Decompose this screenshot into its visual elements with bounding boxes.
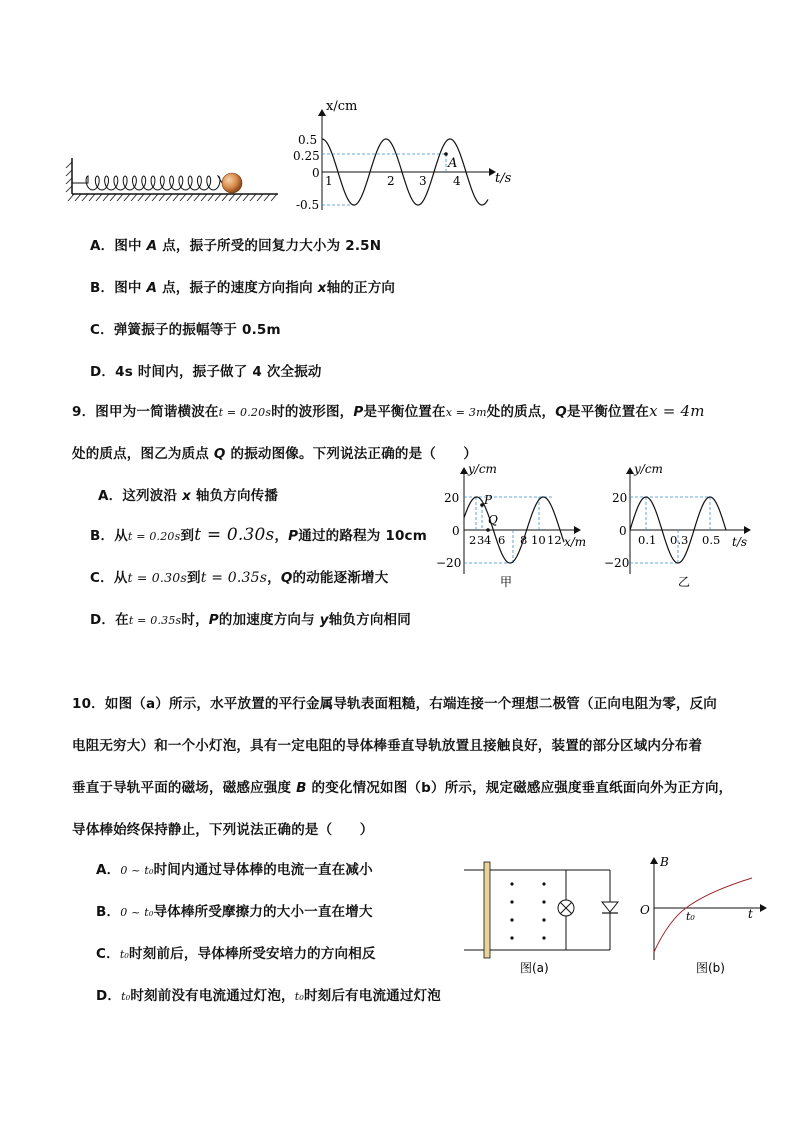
q9-option-b[interactable]: B．从t = 0.20s到t = 0.30s，P通过的路程为 10cm [90, 525, 428, 545]
q8-option-b[interactable]: B．图中 A 点，振子的速度方向指向 x轴的正方向 [90, 280, 396, 296]
t-tick-2: 2 [387, 174, 395, 188]
jia-y-label: y/cm [468, 462, 497, 476]
lamp-icon [558, 900, 574, 916]
jia-x-tick-3: 3 [477, 533, 485, 547]
t-axis-label-b: t [748, 907, 753, 921]
yi-y-tick-neg20: −20 [604, 556, 630, 570]
q10-option-c[interactable]: C．t₀时刻前后，导体棒所受安培力的方向相反 [96, 946, 376, 962]
yi-y-label: y/cm [634, 462, 663, 476]
y-tick-0.5: 0.5 [298, 133, 318, 147]
t-tick-1: 1 [325, 174, 333, 188]
yi-x-label: t/s [732, 535, 748, 549]
q10-stem-line3: 垂直于导轨平面的磁场，磁感应强度 B 的变化情况如图（b）所示，规定磁感应强度垂直纸面向外为正方向， [72, 780, 733, 796]
b-curve [654, 878, 752, 952]
displacement-time-graph [290, 98, 520, 216]
q9-stem-line2: 处的质点，图乙为质点 Q 的振动图像。下列说法正确的是（ ） [72, 446, 478, 462]
jia-y-tick-20: 20 [444, 491, 460, 505]
circuit-figure-a [460, 858, 620, 978]
t-tick-3: 3 [419, 174, 427, 188]
jia-x-tick-12: 12 [547, 533, 562, 547]
fig-a-caption: 图(a) [520, 961, 549, 975]
y-tick-neg0.5: -0.5 [296, 198, 320, 212]
point-Q-label: Q [488, 513, 498, 527]
magnetic-field-dots [510, 882, 545, 939]
q9-option-a[interactable]: A．这列波沿 x 轴负方向传播 [98, 488, 279, 504]
q10-option-d[interactable]: D．t₀时刻前没有电流通过灯泡，t₀时刻后有电流通过灯泡 [96, 988, 441, 1004]
jia-y-tick-neg20: −20 [436, 556, 462, 570]
q9-stem-line1: 9．图甲为一简谐横波在t = 0.20s时的波形图，P是平衡位置在x = 3m处的质点，Q是平衡位置在x = 4m [72, 402, 705, 420]
q8-option-a[interactable]: A．图中 A 点，振子所受的回复力大小为 2.5N [90, 238, 382, 254]
q9-option-c[interactable]: C．从t = 0.30s到t = 0.35s，Q的动能逐渐增大 [90, 570, 389, 586]
point-A-label: A [448, 156, 458, 171]
jia-x-tick-6: 6 [498, 533, 506, 547]
q8-option-d[interactable]: D．4s 时间内，振子做了 4 次全振动 [90, 364, 322, 380]
spring-oscillator-figure [60, 150, 290, 210]
yi-x-tick-0.3: 0.3 [670, 533, 689, 547]
jia-x-label: x/m [564, 535, 587, 549]
y-tick-0: 0 [312, 166, 320, 180]
yi-caption: 乙 [678, 575, 691, 589]
conductor-rod [484, 862, 490, 958]
t-axis-label: t/s [495, 171, 512, 186]
b-t-graph [636, 852, 776, 978]
vibration-graph-yi [604, 462, 764, 592]
origin-label: O [640, 903, 650, 917]
q10-option-a[interactable]: A．0 ~ t₀时间内通过导体棒的电流一直在减小 [96, 862, 373, 878]
point-Q-dot [486, 528, 490, 532]
fig-b-caption: 图(b) [696, 961, 725, 975]
point-P-label: P [484, 493, 493, 507]
y-tick-0.25: 0.25 [293, 149, 320, 163]
b-axis-label: B [660, 855, 669, 869]
diode-icon [602, 902, 618, 913]
y-axis-label: x/cm [326, 99, 358, 114]
oscillator-ball [222, 173, 242, 193]
q8-option-c[interactable]: C．弹簧振子的振幅等于 0.5m [90, 322, 281, 338]
t-tick-4: 4 [453, 174, 461, 188]
yi-x-tick-0.1: 0.1 [638, 533, 657, 547]
q10-stem-line4: 导体棒始终保持静止，下列说法正确的是（ ） [72, 822, 374, 838]
jia-caption: 甲 [500, 575, 513, 589]
jia-x-tick-8: 8 [520, 533, 528, 547]
q10-stem-line2: 电阻无穷大）和一个小灯泡，具有一定电阻的导体棒垂直导轨放置且接触良好，装置的部分区域内分布着 [72, 738, 703, 754]
t0-label: t₀ [686, 910, 695, 923]
q10-option-b[interactable]: B．0 ~ t₀导体棒所受摩擦力的大小一直在增大 [96, 904, 373, 920]
q9-option-d[interactable]: D．在t = 0.35s时，P的加速度方向与 y轴负方向相同 [90, 612, 411, 628]
jia-x-tick-10: 10 [531, 533, 546, 547]
jia-x-tick-2: 2 [469, 533, 477, 547]
jia-x-tick-4: 4 [484, 533, 492, 547]
yi-y-tick-0: 0 [619, 524, 627, 538]
q10-stem-line1: 10．如图（a）所示，水平放置的平行金属导轨表面粗糙，右端连接一个理想二极管（正向电阻为零，反向 [72, 696, 717, 712]
yi-x-tick-0.5: 0.5 [702, 533, 721, 547]
wave-graph-jia [430, 462, 590, 592]
jia-y-tick-0: 0 [452, 524, 460, 538]
yi-y-tick-20: 20 [612, 491, 628, 505]
